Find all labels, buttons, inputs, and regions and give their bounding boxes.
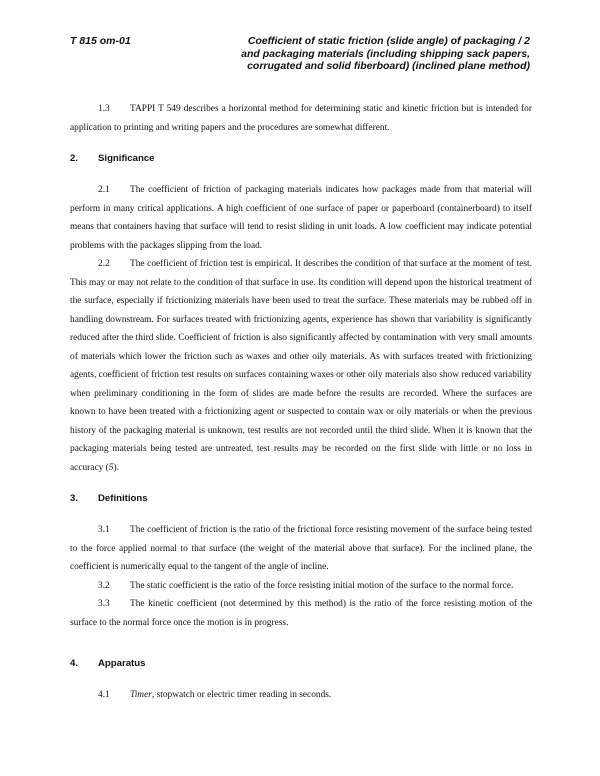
paragraph-number: 3.3 xyxy=(98,599,110,609)
paragraph-text: TAPPI T 549 describes a horizontal method for determining static and kinetic friction but is intended for application to printing and writing papers and the procedures are somewhat different. xyxy=(70,104,532,133)
header-doc-id: T 815 om-01 xyxy=(70,35,131,47)
term-timer: Timer xyxy=(130,690,152,700)
section-title: Definitions xyxy=(98,493,148,504)
paragraph-4-1 xyxy=(70,686,532,705)
paragraph-text: The static coefficient is the ratio of the force resisting initial motion of the surface to the normal force. xyxy=(130,580,514,591)
paragraph-text: The coefficient of friction is the ratio of the frictional force resisting movement of the surface being tested to the force applied normal to that surface (the weight of the material above that surface). For the inclined plane, the coefficient is numerically equal to the tangent of the angle of incline. xyxy=(70,525,532,572)
paragraph-number: 4.1 xyxy=(98,690,110,700)
header-title-line-2: and packaging materials (including shipping sack papers, xyxy=(241,47,530,60)
reference-number: 5 xyxy=(108,462,114,473)
paragraph-text: The coefficient of friction of packaging materials indicates how packages made from that material will perform in many critical applications. A high coefficient of one surface of paper or paperboard (containerboard) to itself means that containers having that surface will tend to resist sliding in unit loads. A low coefficient may indicate potential problems with the packages slipping from the load. xyxy=(70,185,532,251)
section-title: Apparatus xyxy=(98,658,146,669)
section-number: 4. xyxy=(70,658,79,669)
paragraph-3-3 xyxy=(70,595,532,632)
document-body xyxy=(70,100,532,705)
paragraph-number: 2.1 xyxy=(98,185,110,195)
paragraph-text: The kinetic coefficient (not determined by this method) is the ratio of the force resisting motion of the surface to the normal force once the motion is in progress. xyxy=(70,599,532,628)
paragraph-2-1 xyxy=(70,181,532,255)
header-title-line-1: Coefficient of static friction (slide angle) of packaging / 2 xyxy=(247,35,530,47)
section-heading-definitions xyxy=(70,493,532,505)
spacer xyxy=(70,632,532,642)
section-heading-significance xyxy=(70,153,532,165)
paragraph-2-2 xyxy=(70,255,532,477)
paragraph-text-end: ). xyxy=(113,462,119,473)
section-number: 3. xyxy=(70,493,79,504)
section-heading-apparatus xyxy=(70,658,532,670)
header-title xyxy=(230,35,530,73)
paragraph-number: 1.3 xyxy=(98,104,110,114)
paragraph-text: , stopwatch or electric timer reading in seconds. xyxy=(151,690,332,700)
paragraph-3-2 xyxy=(70,577,532,596)
section-number: 2. xyxy=(70,153,79,164)
paragraph-number: 3.2 xyxy=(98,580,110,591)
section-title: Significance xyxy=(98,153,155,164)
paragraph-number: 2.2 xyxy=(98,259,110,269)
paragraph-number: 3.1 xyxy=(98,525,110,535)
paragraph-3-1 xyxy=(70,521,532,577)
paragraph-text: The coefficient of friction test is empirical. It describes the condition of that surface at the moment of test. This may or may not relate to the condition of that surface in use. Its condition will depend upon the historical treatment of the surface, especially if frictionizing materials have been used to treat the surface. These materials may be rubbed off in handling downstream. For surfaces treated with frictionizing agents, experience has shown that variability is significantly reduced after the third slide. Coefficient of friction is also significantly affected by contamination with very small amounts of materials which lower the friction such as waxes and other oily materials. As with surfaces treated with frictionizing agents, coefficient of friction test results on surfaces containing waxes or other oily materials also show reduced variability when preliminary conditioning in the form of slides are made before the results are recorded. Where the surfaces are known to have been treated with a frictionizing agent or suspected to contain wax or oily materials or when the previous history of the packaging material is unknown, test results are not recorded until the third slide. When it is known that the packaging materials being tested are untreated, test results may be recorded on the first slide with little or no loss in accuracy ( xyxy=(70,259,532,473)
paragraph-1-3 xyxy=(70,100,532,137)
header-title-line-3: corrugated and solid fiberboard) (inclined plane method) xyxy=(247,60,530,72)
